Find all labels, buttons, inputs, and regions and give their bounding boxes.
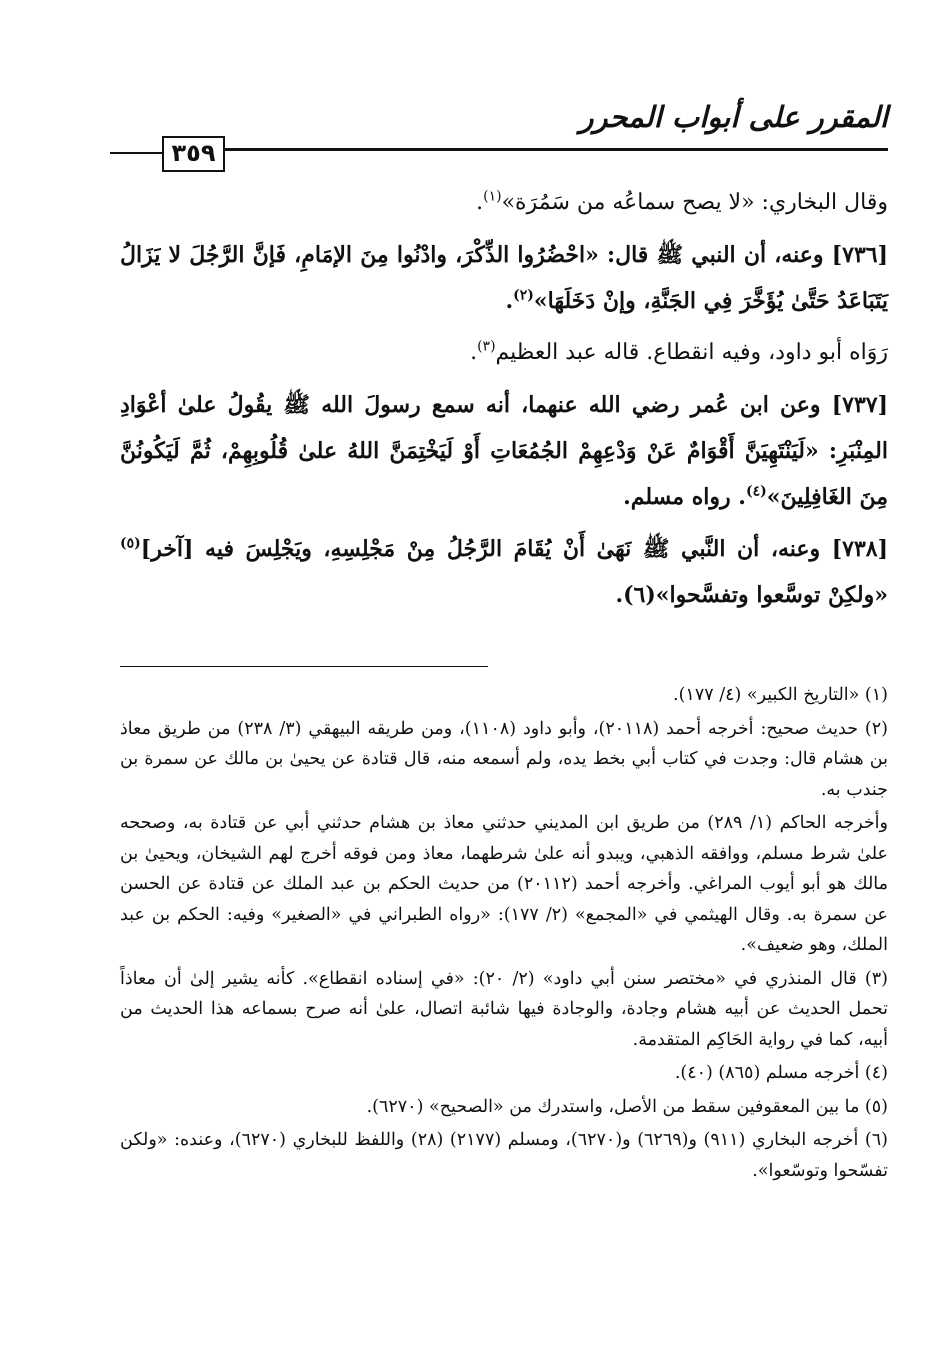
footnotes bbox=[120, 680, 888, 1186]
paragraph-3 bbox=[120, 330, 888, 376]
hadith-738 bbox=[120, 526, 888, 618]
hadith-737 bbox=[120, 382, 888, 520]
footnote-6: (٦) أخرجه البخاري (٩١١) و(٦٢٦٩) و(٦٢٧٠)، ومسلم (٢١٧٧) (٢٨) واللفظ للبخاري (٦٢٧٠)، وعنده: «ولكن تفسّحوا وتوسّعوا». bbox=[120, 1130, 888, 1181]
paragraph-end: . bbox=[470, 340, 478, 365]
hadith-736 bbox=[120, 232, 888, 324]
paragraph-end: . bbox=[505, 288, 514, 314]
footnote-ref: (٤) bbox=[745, 483, 767, 500]
paragraph-end: . bbox=[476, 190, 484, 215]
paragraph-end: «ولكِنْ توسَّعوا وتفسَّحوا»(٦). bbox=[615, 582, 888, 608]
header-rule-left bbox=[110, 152, 162, 154]
footnote-ref: (٢) bbox=[513, 287, 534, 304]
paragraph-text: [٧٣٨] وعنه، أن النَّبي ﷺ نَهَىٰ أَنْ يُقَامَ الرَّجُلُ مِنْ مَجْلِسِهِ، ويَجْلِسَ فيه [آخر] bbox=[140, 536, 888, 562]
footnote-ref: (٣) bbox=[477, 338, 496, 355]
footnote-2-continued: وأخرجه الحاكم (١/ ٢٨٩) من طريق ابن المديني حدثني معاذ بن هشام حدثني أبي عن قتادة به، وصححه علىٰ شرط مسلم، ووافقه الذهبي، ويبدو أنه علىٰ شرطهما، معاذ ومن فوقه أخرج لهم الشيخان، ويحيىٰ بن مالك هو أبو أيوب المراغي. وأخرجه أحمد (٢٠١١٢) من حديث الحكم بن عبد الملك عن قتادة عن الحسن عن سمرة به. وقال الهيثمي في «المجمع» (٢/ ١٧٧): «رواه الطبراني في «الصغير» وفيه: الحكم بن عبد الملك، وهو ضعيف». bbox=[120, 813, 888, 955]
footnote-1: (١) «التاريخ الكبير» (٤/ ١٧٧). bbox=[673, 685, 888, 705]
footnote-3: (٣) قال المنذري في «مختصر سنن أبي داود» (٢/ ٢٠): «في إسناده انقطاع». كأنه يشير إلىٰ أن معاذاً تحمل الحديث عن أبيه هشام وجادة، والوجادة فيها شائبة اتصال، علىٰ أنه صرح بسماعه هذا الحديث من أبيه، كما في رواية الحَاكِم المتقدمة. bbox=[120, 968, 888, 1050]
footnote-ref: (١) bbox=[483, 188, 502, 205]
paragraph-1 bbox=[120, 180, 888, 226]
footnote-ref: (٥) bbox=[120, 535, 141, 552]
header-rule bbox=[225, 148, 888, 151]
paragraph-end: . رواه مسلم. bbox=[623, 484, 746, 510]
running-header-title: المقرر على أبواب المحرر bbox=[579, 100, 888, 134]
footnote-2: (٢) حديث صحيح: أخرجه أحمد (٢٠١١٨)، وأبو داود (١١٠٨)، ومن طريقه البيهقي (٣/ ٢٣٨) من طريق معاذ بن هشام قال: وجدت في كتاب أبي بخط يده، ولم أسمعه منه، قال قتادة عن يحيىٰ بن مالك عن سمرة بن جندب به. bbox=[120, 718, 888, 800]
footnote-4: (٤) أخرجه مسلم (٨٦٥) (٤٠). bbox=[674, 1063, 888, 1083]
paragraph-text: [٧٣٦] وعنه، أن النبي ﷺ قال: «احْضُرُوا الذِّكْرَ، وادْنُوا مِنَ الإمَامِ، فَإنَّ الرَّجُلَ لا يَزَالُ يَتَبَاعَدُ حَتَّىٰ يُؤَخَّرَ فِي الجَنَّةِ، وإنْ دَخَلَهَا» bbox=[120, 242, 888, 314]
paragraph-text: [٧٣٧] وعن ابن عُمر رضي الله عنهما، أنه سمع رسولَ الله ﷺ يقُولُ علىٰ أعْوَادِ المِنْبَرِ: «لَيَنْتَهِيَنَّ أَقْوَامٌ عَنْ وَدْعِهِمْ الجُمُعَاتِ أَوْ لَيَخْتِمَنَّ اللهُ علىٰ قُلُوبِهِمْ، ثُمَّ لَيَكُونُنَّ مِنَ الغَافِلِينَ» bbox=[120, 392, 888, 510]
main-text bbox=[120, 180, 888, 618]
paragraph-text: رَوَاه أبو داود، وفيه انقطاع. قاله عبد العظيم bbox=[495, 340, 888, 365]
page-number: ٣٥٩ bbox=[162, 136, 225, 172]
footnote-separator bbox=[120, 666, 488, 667]
paragraph-text: وقال البخاري: «لا يصح سماعُه من سَمُرَة» bbox=[501, 190, 888, 215]
footnote-5: (٥) ما بين المعقوفين سقط من الأصل، واستدرك من «الصحيح» (٦٢٧٠). bbox=[366, 1096, 888, 1117]
